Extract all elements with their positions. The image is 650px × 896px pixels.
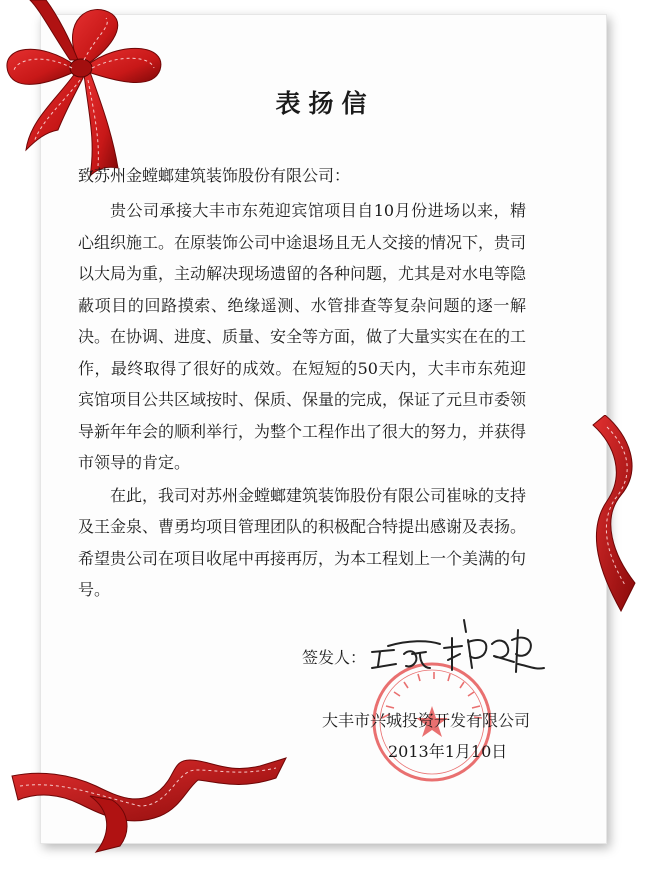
letter-body [78,195,526,606]
handwritten-signature [368,610,548,690]
body-paragraph: 在此，我司对苏州金螳螂建筑装饰股份有限公司崔咏的支持及王金泉、曹勇均项目管理团队的积极配合特提出感谢及表扬。希望贵公司在项目收尾中再接再厉，为本工程划上一个美满的句号。 [78,485,527,599]
issue-date: 2013年1月10日 [388,742,508,761]
salutation: 致苏州金螳螂建筑装饰股份有限公司： [78,166,351,185]
body-paragraph: 贵公司承接大丰市东苑迎宾馆项目自10月份进场以来，精心组织施工。在原装饰公司中途退场且无人交接的情况下，贵司以大局为重，主动解决现场遗留的各种问题，尤其是对水电等隐蔽项目的回路摸索、绝缘遥测、水管排查等复杂问题的逐一解决。在协调、进度、质量、安全等方面，做了大量实实在在的工作，最终取得了很好的成效。在短短的50天内，大丰市东苑迎宾馆项目公共区域按时、保质、保量的完成，保证了元旦市委领导新年年会的顺利举行，为整个工程作出了很大的努力，并获得市领导的肯定。 [78,201,527,472]
issuer-company: 大丰市兴城投资开发有限公司 [322,711,531,730]
signer-row [302,645,366,668]
ribbon-right [585,415,650,615]
letter-title: 表扬信 [275,89,375,118]
signer-label: 签发人： [302,648,367,667]
ribbon-bottom [0,746,300,856]
